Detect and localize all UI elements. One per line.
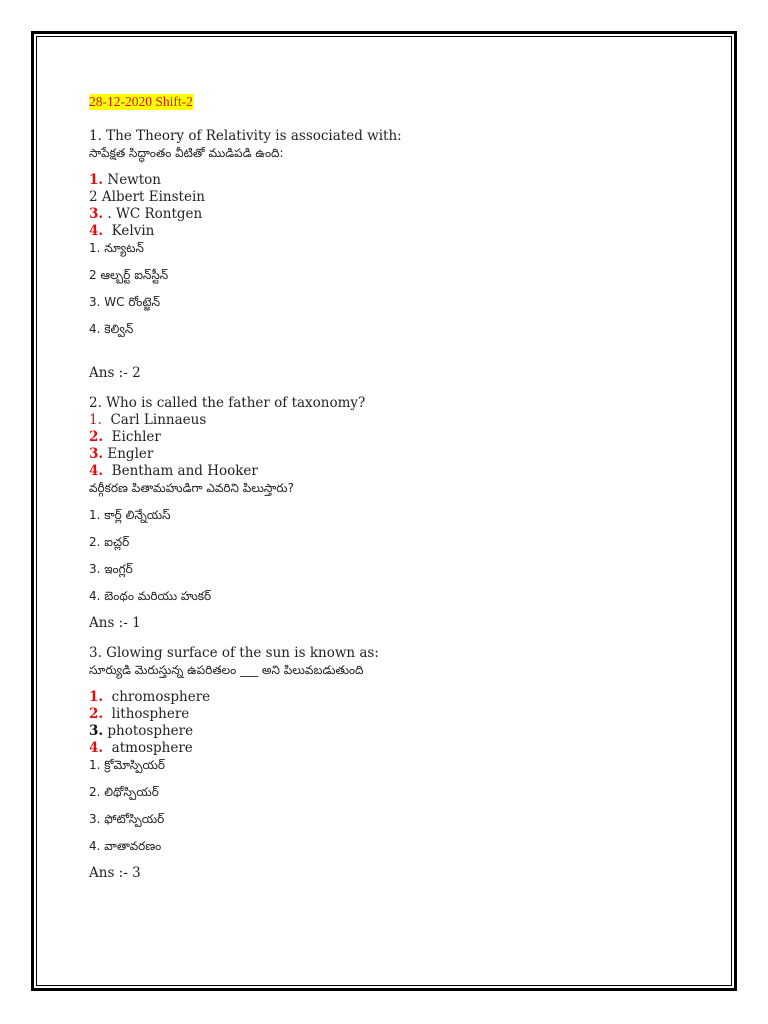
question-1 [89, 128, 689, 382]
q1-option-3: 3. . WC Rontgen [89, 206, 203, 222]
question-2 [89, 395, 689, 632]
q1-option-2: 2 Albert Einstein [89, 189, 205, 205]
q2-option-te-3: 3. ఇంగ్లర్ [89, 562, 133, 576]
q3-option-2: 2. lithosphere [89, 706, 190, 722]
q1-option-te-1: 1. న్యూటన్ [89, 241, 144, 255]
document-content [89, 94, 689, 882]
q3-question-en: 3. Glowing surface of the sun is known as: [89, 645, 379, 661]
q3-option-3: 3. photosphere [89, 723, 194, 739]
q3-option-te-4: 4. వాతావరణం [89, 839, 162, 853]
q2-question-te: వర్గీకరణ పితామహుడిగా ఎవరిని పిలుస్తారు? [89, 481, 294, 495]
q2-option-1: 1. Carl Linnaeus [89, 412, 207, 428]
q3-option-te-3: 3. ఫోటోస్పియర్ [89, 812, 165, 826]
q3-option-te-1: 1. క్రోమోస్పియర్ [89, 758, 166, 772]
q2-answer: Ans :- 1 [89, 615, 141, 631]
q1-option-te-2: 2 ఆల్బర్ట్ ఐన్‌స్టీన్ [89, 268, 169, 282]
q2-question-en: 2. Who is called the father of taxonomy? [89, 395, 366, 411]
q3-option-1: 1. chromosphere [89, 689, 211, 705]
q2-option-te-2: 2. ఐచ్లర్ [89, 535, 130, 549]
date-shift-label: 28-12-2020 Shift-2 [89, 94, 193, 109]
q2-option-3: 3. Engler [89, 446, 154, 462]
q3-option-4: 4. atmosphere [89, 740, 193, 756]
q1-option-te-3: 3. WC రోంట్జెన్ [89, 295, 161, 309]
q1-option-1: 1. Newton [89, 172, 161, 188]
q1-question-te: సాపేక్షత సిద్ధాంతం వీటితో ముడిపడి ఉంది: [89, 146, 284, 160]
q2-option-te-4: 4. బెంథం మరియు హుకర్ [89, 589, 212, 603]
q3-answer: Ans :- 3 [89, 865, 141, 881]
q1-answer: Ans :- 2 [89, 365, 141, 381]
q1-option-te-4: 4. కెల్విన్ [89, 322, 134, 336]
q1-question-en: 1. The Theory of Relativity is associated with: [89, 128, 402, 144]
q3-question-te: సూర్యుడి మెరుస్తున్న ఉపరితలం ___ అని పిలువబడుతుంది [89, 663, 364, 677]
q1-option-4: 4. Kelvin [89, 223, 155, 239]
question-3 [89, 645, 689, 882]
q2-option-4: 4. Bentham and Hooker [89, 463, 258, 479]
q3-option-te-2: 2. లిథోస్పియర్ [89, 785, 159, 799]
q2-option-te-1: 1. కార్ల్ లిన్నేయస్ [89, 508, 171, 522]
q2-option-2: 2. Eichler [89, 429, 161, 445]
